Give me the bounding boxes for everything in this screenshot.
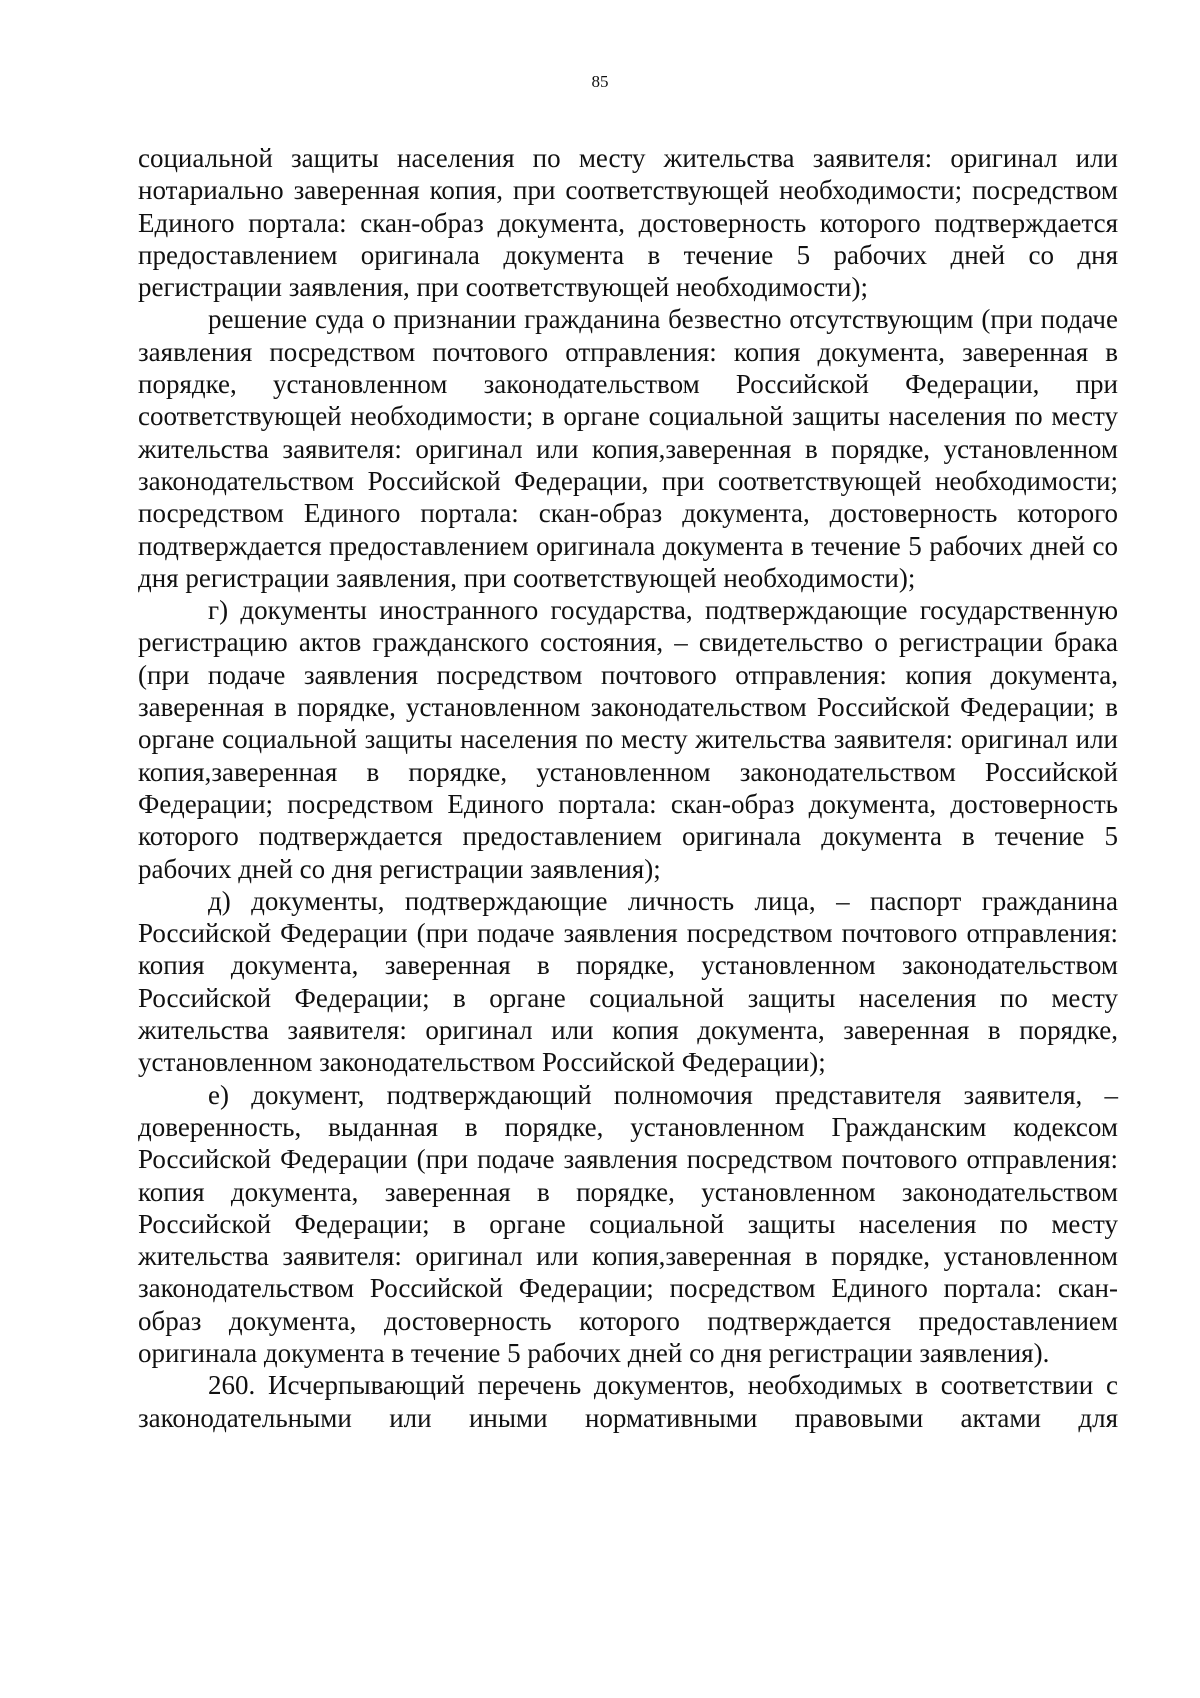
paragraph-court-decision: решение суда о признании гражданина безвестно отсутствующим (при подаче заявления посредством почтового отправления: копия документа, заверенная в порядке, установленном законодательством Российской Федерации, при соответствующей необходимости; в органе социальной защиты населения по месту жительства заявителя: оригинал или копия,заверенная в порядке, установленном законодательством Российской Федерации, при соответствующей необходимости; посредством Единого портала: скан-образ документа, достоверность которого подтверждается предоставлением оригинала документа в течение 5 рабочих дней со дня регистрации заявления, при соответствующей необходимости); bbox=[138, 304, 1118, 593]
paragraph-continuation: социальной защиты населения по месту жительства заявителя: оригинал или нотариально заверенная копия, при соответствующей необходимости; посредством Единого портала: скан-образ документа, достоверность которого подтверждается предоставлением оригинала документа в течение 5 рабочих дней со дня регистрации заявления, при соответствующей необходимости); bbox=[138, 143, 1118, 303]
document-body bbox=[138, 142, 1118, 1434]
paragraph-260: 260. Исчерпывающий перечень документов, необходимых в соответствии с законодательными или иными нормативными правовыми актами для bbox=[138, 1370, 1118, 1433]
paragraph-item-e: е) документ, подтверждающий полномочия представителя заявителя, – доверенность, выданная в порядке, установленном Гражданским кодексом Российской Федерации (при подаче заявления посредством почтового отправления: копия документа, заверенная в порядке, установленном законодательством Российской Федерации; в органе социальной защиты населения по месту жительства заявителя: оригинал или копия,заверенная в порядке, установленном законодательством Российской Федерации; посредством Единого портала: скан-образ документа, достоверность которого подтверждается предоставлением оригинала документа в течение 5 рабочих дней со дня регистрации заявления). bbox=[138, 1079, 1118, 1368]
paragraph-item-g: г) документы иностранного государства, подтверждающие государственную регистрацию актов гражданского состояния, – свидетельство о регистрации брака (при подаче заявления посредством почтового отправления: копия документа, заверенная в порядке, установленном законодательством Российской Федерации; в органе социальной защиты населения по месту жительства заявителя: оригинал или копия,заверенная в порядке, установленном законодательством Российской Федерации; посредством Единого портала: скан-образ документа, достоверность которого подтверждается предоставлением оригинала документа в течение 5 рабочих дней со дня регистрации заявления); bbox=[138, 595, 1118, 884]
page-number: 85 bbox=[591, 72, 609, 91]
paragraph-item-d: д) документы, подтверждающие личность лица, – паспорт гражданина Российской Федерации (при подаче заявления посредством почтового отправления: копия документа, заверенная в порядке, установленном законодательством Российской Федерации; в органе социальной защиты населения по месту жительства заявителя: оригинал или копия документа, заверенная в порядке, установленном законодательством Российской Федерации); bbox=[138, 885, 1118, 1078]
